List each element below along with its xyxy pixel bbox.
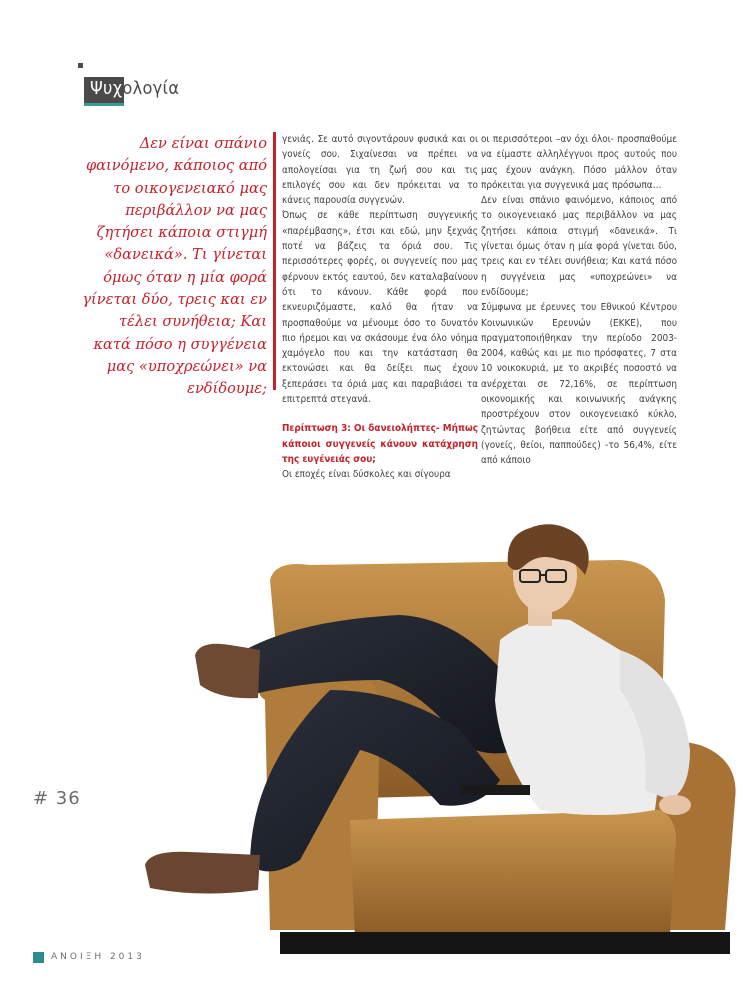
header-square-mark: [78, 63, 83, 68]
column1-subheading: Περίπτωση 3: Οι δανειολήπτες- Μήπως κάποιοι συγγενείς κάνουν κατάχρηση της ευγένειάς σου;: [282, 423, 478, 465]
page-number: # 36: [33, 788, 81, 809]
article-column-1: [282, 132, 478, 483]
pull-quote: Δεν είναι σπάνιο φαινόμενο, κάποιος από το οικογενειακό μας περιβάλλον να μας ζητήσει κάποια στιγμή «δανεικά». Τι γίνεται όμως όταν η μία φορά γίνεται δύο, τρεις και εν τέλει συνήθεια; Και κατά πόσο η συγγένεια μας «υποχρεώνει» να ενδίδουμε;: [82, 135, 267, 398]
pull-quote-bar: [273, 132, 276, 390]
header-teal-underline: [84, 103, 124, 106]
armchair-seat: [350, 810, 676, 940]
armchair-base: [280, 932, 730, 954]
column1-paragraph-3: Οι εποχές είναι δύσκολες και σίγουρα: [282, 469, 451, 481]
section-title: [90, 78, 179, 99]
shoe-lower: [145, 852, 260, 894]
column1-paragraph-1: γενιάς. Σε αυτό σιγοντάρουν φυσικά και οι γονείς σου. Σιχαίνεσαι να πρέπει να απολογείσαι για τη ζωή σου και τις επιλογές σου και δεν πρόκειται να το κάνεις παρουσία συγγενών.: [282, 134, 478, 207]
column2-paragraph-3: Σύμφωνα με έρευνες του Εθνικού Κέντρου Κοινωνικών Ερευνών (ΕΚΚΕ), που πραγματοποιήθηκαν την περίοδο 2003-2004, καθώς και με πιο πρόσφατες, 7 στα 10 νοικοκυριά, με το ακριβές ποσοστό να ανέρχεται σε 72,16%, σε περίπτωση οικονομικής και κοινωνικής ανάγκης προστρέχουν στον οικογενειακό κύκλο, ζητώντας βοήθεια είτε από συγγενείς (γονείς, θείοι, παππούδες) -το 56,4%, είτε από κάποιο: [481, 302, 677, 467]
belt: [460, 785, 530, 795]
hand: [659, 795, 691, 815]
shoe-upper: [195, 644, 260, 698]
column2-paragraph-1: οι περισσότεροι –αν όχι όλοι- προσπαθούμε να είμαστε αλληλέγγυοι προς αυτούς που μας έχουν ανάγκη. Πόσο μάλλον όταν πρόκειται για συγγενικά μας πρόσωπα…: [481, 134, 677, 191]
footer-square: [33, 952, 44, 963]
photo-man-on-armchair: [100, 520, 749, 965]
footer-issue-label: ΑΝΟΙΞΗ 2013: [51, 952, 145, 962]
section-title-part2: ολογία: [122, 78, 180, 99]
column2-paragraph-2: Δεν είναι σπάνιο φαινόμενο, κάποιος από το οικογενειακό μας περιβάλλον να μας ζητήσει κάποια στιγμή «δανεικά». Τι γίνεται όμως όταν η μία φορά γίνεται δύο, τρεις και εν τέλει συνήθεια; Και κατά πόσο η συγγένεια μας «υποχρεώνει» να ενδίδουμε;: [481, 195, 677, 298]
article-column-2: [481, 132, 677, 469]
section-title-part1: Ψυχ: [90, 78, 123, 99]
column1-paragraph-2: Όπως σε κάθε περίπτωση συγγενικής «παρέμβασης», έτσι και εδώ, μην ξεχνάς ποτέ να βάζεις τα όριά σου. Τις περισσότερες φορές, οι συγγενείς που μας φέρνουν εκτός εαυτού, δεν καταλαβαίνουν ότι το κάνουν. Κάθε φορά που εκνευριζόμαστε, καλό θα ήταν να προσπαθούμε να μένουμε όσο το δυνατόν πιο ήρεμοι και να σκάσουμε ένα όλο νόημα χαμόγελο που και την κατάσταση θα εκτονώσει και θα δείξει πως έχουν ξεπεράσει τα όριά μας και παραβιάσει τα επιτρεπτά στεγανά.: [282, 210, 478, 406]
